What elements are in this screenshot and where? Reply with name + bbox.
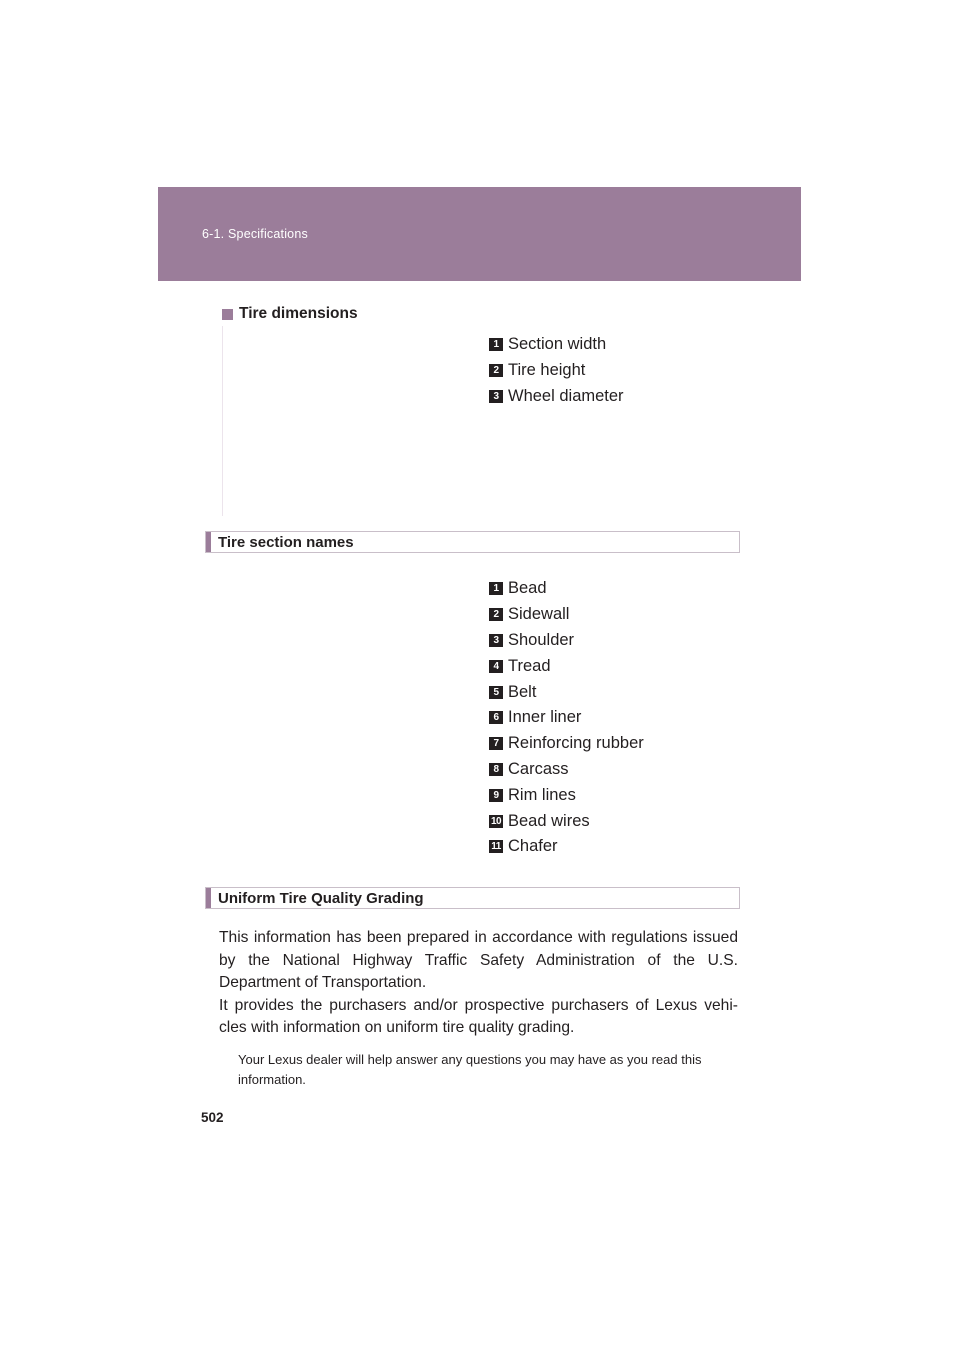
number-badge: 9 (489, 789, 503, 802)
list-item-label: Rim lines (508, 785, 576, 804)
list-item-label: Tread (508, 656, 551, 675)
list-item (489, 602, 644, 628)
list-item (489, 679, 644, 705)
divider-line (222, 326, 223, 516)
list-item-label: Bead (508, 579, 547, 598)
list-item (489, 834, 644, 860)
number-badge: 6 (489, 711, 503, 724)
list-item (489, 782, 644, 808)
tire-section-names-list (489, 576, 644, 860)
section-accent (206, 532, 211, 552)
utqg-body (219, 927, 738, 1040)
section-accent (206, 888, 211, 908)
utqg-paragraph-1: This information has been prepared in accordance with regulations issued by the National Highway Traffic Safety Administration of the U.S. Department of Transportation. (219, 929, 738, 991)
tire-dimensions-list (489, 332, 624, 409)
list-item-label: Bead wires (508, 811, 590, 830)
number-badge: 5 (489, 686, 503, 699)
list-item-label: Belt (508, 682, 537, 701)
list-item-label: Carcass (508, 759, 569, 778)
bullet-square-icon (222, 309, 233, 320)
list-item-label: Chafer (508, 837, 558, 856)
number-badge: 4 (489, 660, 503, 673)
list-item (489, 628, 644, 654)
list-item-label: Inner liner (508, 708, 582, 727)
number-badge: 3 (489, 634, 503, 647)
list-item-label: Section width (508, 335, 607, 354)
list-item (489, 576, 644, 602)
list-item (489, 731, 644, 757)
list-item (489, 384, 624, 410)
chapter-header-band (158, 187, 801, 281)
page-number: 502 (201, 1110, 224, 1125)
list-item-label: Tire height (508, 361, 586, 380)
number-badge: 11 (489, 840, 503, 853)
utqg-paragraph-2: It provides the purchasers and/or prospective purchasers of Lexus vehi-cles with information on uniform tire quality grading. (219, 996, 738, 1036)
tire-section-names-title: Tire section names (218, 533, 354, 551)
section-label: 6-1. Specifications (202, 227, 308, 241)
tire-section-names-bar (205, 531, 740, 553)
list-item-label: Shoulder (508, 630, 575, 649)
list-item (489, 653, 644, 679)
number-badge: 10 (490, 815, 502, 827)
number-badge: 1 (489, 338, 503, 351)
list-item-label: Wheel diameter (508, 386, 624, 405)
list-item (489, 757, 644, 783)
number-badge: 3 (489, 390, 503, 403)
dealer-note: Your Lexus dealer will help answer any questions you may have as you read this information. (238, 1052, 702, 1087)
list-item (489, 358, 624, 384)
list-item-label: Sidewall (508, 605, 570, 624)
tire-dimensions-title: Tire dimensions (239, 305, 358, 322)
list-item (489, 705, 644, 731)
tire-dimensions-heading (222, 305, 358, 323)
list-item-label: Reinforcing rubber (508, 734, 644, 753)
list-item (489, 808, 644, 834)
utqg-bar (205, 887, 740, 909)
number-badge: 1 (489, 582, 503, 595)
number-badge: 2 (489, 364, 503, 377)
number-badge: 8 (489, 763, 503, 776)
utqg-title: Uniform Tire Quality Grading (218, 889, 424, 907)
number-badge: 7 (489, 737, 503, 750)
list-item (489, 332, 624, 358)
number-badge: 2 (489, 608, 503, 621)
